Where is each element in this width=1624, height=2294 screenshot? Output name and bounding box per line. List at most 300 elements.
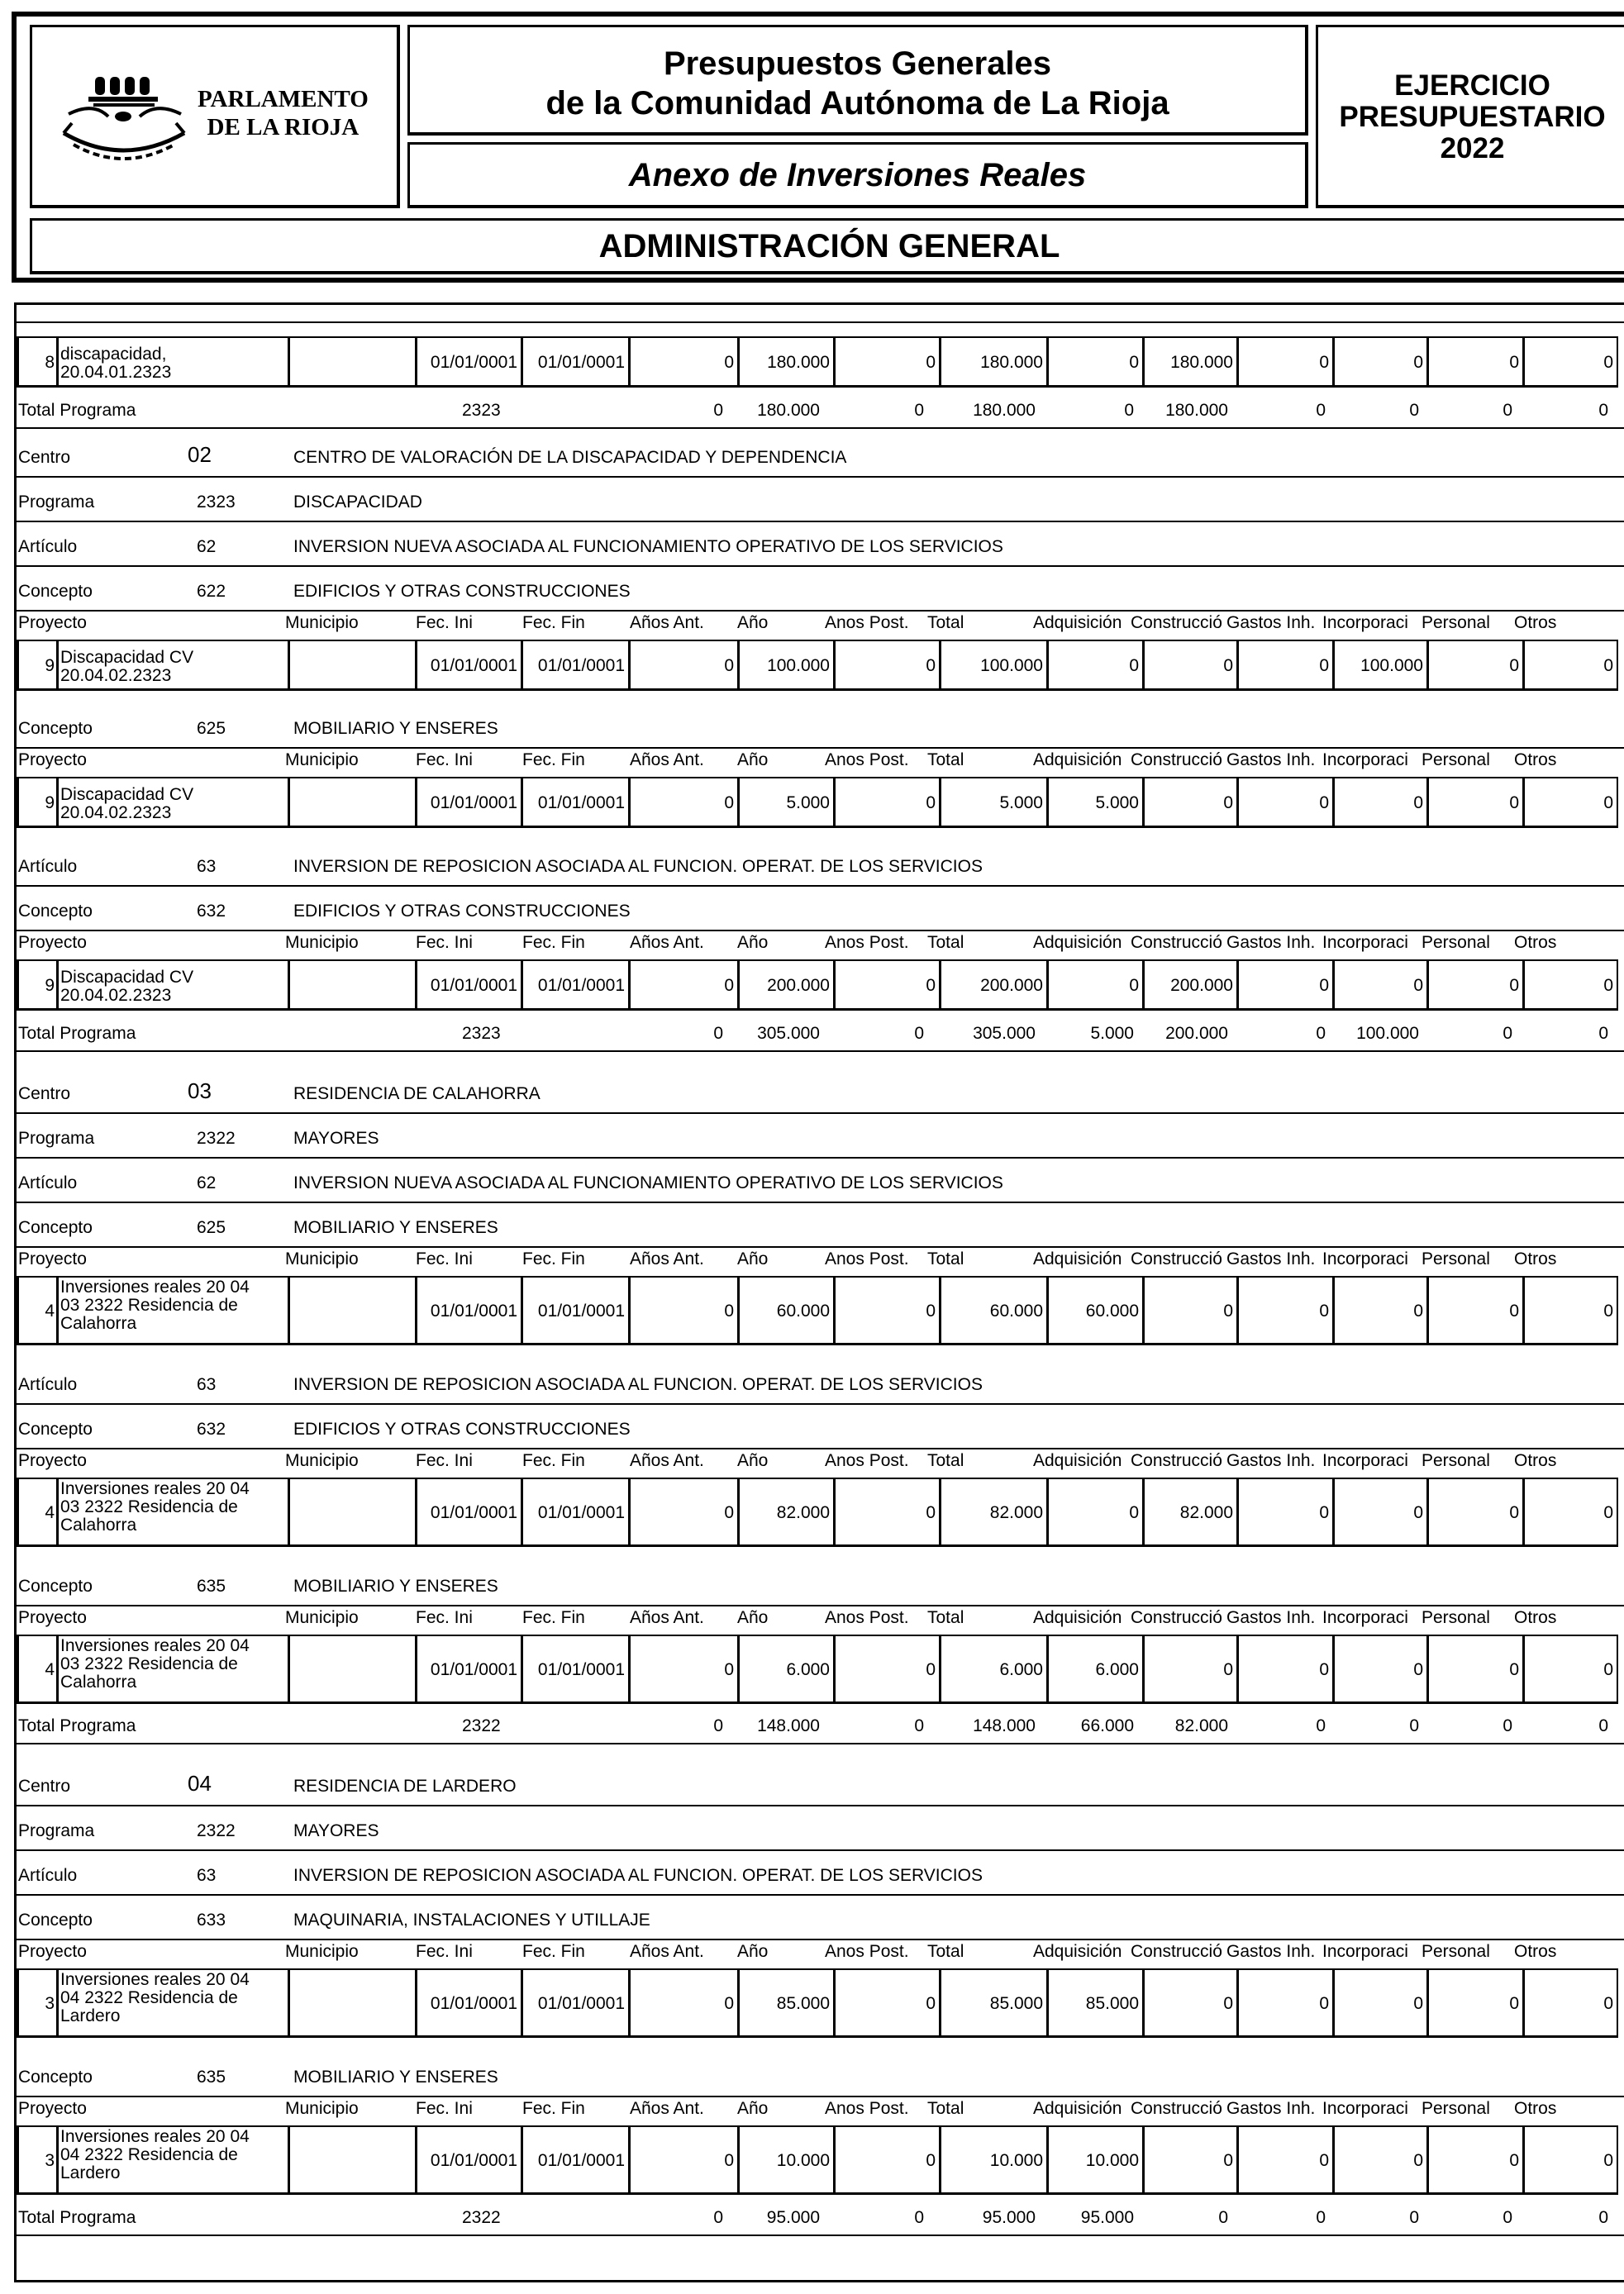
project-cell [833,777,941,828]
project-value: 82.000 [989,1503,1043,1522]
column-header: Anos Post. [825,1451,909,1470]
project-value: 6.000 [999,1660,1043,1679]
total-value: 0 [1503,401,1512,420]
total-program-code: 2322 [462,1716,501,1735]
row-rule [17,1743,1624,1744]
project-cell [1426,777,1524,828]
level-name: DISCAPACIDAD [293,493,422,512]
column-header: Fec. Ini [416,1608,473,1627]
project-cell [56,1968,289,2038]
project-description: Calahorra [60,1673,137,1692]
column-header: Personal [1422,1249,1490,1268]
project-value: 0 [1509,1994,1519,2013]
project-cell [1426,1276,1524,1345]
project-cell [939,1478,1048,1547]
project-cell [1332,1276,1428,1345]
level-label: Artículo [18,1173,78,1192]
title-line1: Presupuestos Generales [663,45,1052,82]
column-header: Construcció [1131,750,1222,769]
column-header: Fec. Fin [522,1608,585,1627]
column-header: Adquisición [1033,933,1122,952]
level-name: RESIDENCIA DE CALAHORRA [293,1084,541,1103]
column-header-row [17,1935,1624,1968]
logo-line1: PARLAMENTO [198,86,369,112]
project-value: 10.000 [989,2151,1043,2170]
total-value: 95.000 [1080,2208,1134,2227]
column-header: Personal [1422,933,1490,952]
project-cell [939,777,1048,828]
level-name: MOBILIARIO Y ENSERES [293,1218,498,1237]
column-header: Año [737,1451,769,1470]
project-cell [628,640,739,691]
column-header: Anos Post. [825,2099,909,2118]
level-row [17,704,1624,749]
total-value: 148.000 [973,1716,1036,1735]
project-cell [415,1968,522,2038]
column-header: Construcció [1131,1608,1222,1627]
project-value: 60.000 [1085,1302,1139,1321]
column-header: Gastos Inh. [1226,1942,1316,1961]
project-cell [1332,640,1428,691]
level-name: EDIFICIOS Y OTRAS CONSTRUCCIONES [293,582,631,601]
project-value: 01/01/0001 [537,2151,625,2170]
project-description: 03 2322 Residencia de [60,1296,238,1315]
project-cell [521,2125,630,2195]
project-description: Lardero [60,2163,121,2182]
project-value: 5.000 [1095,793,1139,812]
parliament-emblem-icon [60,69,193,168]
project-value: 100.000 [767,656,830,675]
project-cell [737,2125,835,2195]
level-name: MAYORES [293,1821,379,1840]
level-code: 63 [197,857,217,876]
project-cell [288,959,417,1011]
project-cell [1046,1635,1144,1704]
project-cell [17,336,58,388]
project-value: 01/01/0001 [537,1660,625,1679]
project-cell [628,336,739,388]
project-value: 0 [1603,976,1613,995]
project-value: 0 [1509,793,1519,812]
project-description: Discapacidad CV [60,968,194,987]
project-value: 0 [724,976,734,995]
project-row [17,336,1624,388]
project-cell [833,1276,941,1345]
project-cell [737,336,835,388]
level-code: 632 [197,902,226,921]
project-value: 85.000 [1085,1994,1139,2013]
column-header: Anos Post. [825,1249,909,1268]
project-value: 60.000 [989,1302,1043,1321]
level-name: CENTRO DE VALORACIÓN DE LA DISCAPACIDAD Y DEPENDENCIA [293,448,847,467]
project-value: 0 [1413,1994,1423,2013]
column-header: Municipio [285,750,359,769]
project-cell [415,336,522,388]
project-cell [628,1968,739,2038]
project-value: 01/01/0001 [430,1503,517,1522]
column-header: Fec. Ini [416,933,473,952]
project-value: 01/01/0001 [537,1503,625,1522]
project-value: 0 [1319,353,1329,372]
column-header-row [17,1243,1624,1276]
total-value: 82.000 [1174,1716,1228,1735]
project-cell [1046,336,1144,388]
column-header: Adquisición [1033,1451,1122,1470]
project-description: Discapacidad CV [60,785,194,804]
column-header-row [17,2092,1624,2125]
project-cell [1236,1478,1334,1547]
column-header: Municipio [285,933,359,952]
project-value: 0 [1129,1503,1139,1522]
column-header: Personal [1422,750,1490,769]
total-row [17,1710,1624,1743]
total-value: 0 [1218,2208,1228,2227]
level-name: MAYORES [293,1129,379,1148]
project-value: 200.000 [1170,976,1233,995]
project-cell [1236,1276,1334,1345]
project-cell [1522,959,1618,1011]
level-label: Concepto [18,2068,93,2087]
column-header: Construcció [1131,613,1222,632]
level-row [17,1069,1624,1114]
project-cell [1426,640,1524,691]
project-description: Inversiones reales 20 04 [60,2127,250,2146]
project-cell [833,640,941,691]
project-description: 04 2322 Residencia de [60,2145,238,2164]
project-cell [1236,1968,1334,2038]
level-label: Concepto [18,1218,93,1237]
project-number: 4 [45,1503,55,1522]
level-label: Concepto [18,902,93,921]
project-value: 0 [1603,656,1613,675]
level-row [17,478,1624,522]
project-cell [56,2125,289,2195]
total-value: 0 [1409,2208,1419,2227]
column-header: Incorporaci [1322,613,1408,632]
column-header: Incorporaci [1322,1608,1408,1627]
column-header: Personal [1422,2099,1490,2118]
total-value: 0 [1316,2208,1326,2227]
project-value: 01/01/0001 [430,976,517,995]
column-header: Proyecto [18,613,87,632]
project-cell [939,1635,1048,1704]
total-value: 180.000 [973,401,1036,420]
project-number: 4 [45,1302,55,1321]
level-code: 63 [197,1375,217,1394]
project-value: 0 [926,793,936,812]
project-row [17,1968,1624,2038]
column-header: Año [737,1608,769,1627]
project-number: 8 [45,353,55,372]
column-header: Total [927,2099,964,2118]
level-row [17,2053,1624,2097]
level-code: 63 [197,1866,217,1885]
project-cell [56,336,289,388]
project-cell [1046,777,1144,828]
total-value: 0 [1316,401,1326,420]
project-value: 0 [1319,656,1329,675]
project-cell [1426,336,1524,388]
total-value: 5.000 [1090,1024,1134,1043]
project-value: 82.000 [1179,1503,1233,1522]
level-row [17,842,1624,887]
project-cell [1236,1635,1334,1704]
column-header: Total [927,613,964,632]
project-value: 0 [1509,353,1519,372]
level-label: Centro [18,1777,71,1796]
column-header: Año [737,1942,769,1961]
project-cell [1522,1635,1618,1704]
project-cell [521,336,630,388]
project-cell [17,1968,58,2038]
total-value: 148.000 [757,1716,820,1735]
level-code: 622 [197,582,226,601]
total-value: 0 [1124,401,1134,420]
total-value: 0 [914,401,924,420]
level-row [17,567,1624,612]
project-cell [1236,640,1334,691]
project-description: Inversiones reales 20 04 [60,1479,250,1498]
project-value: 0 [724,1994,734,2013]
project-cell [939,640,1048,691]
project-cell [17,640,58,691]
project-value: 0 [926,1660,936,1679]
project-row [17,1635,1624,1704]
project-value: 0 [1223,1994,1233,2013]
level-row [17,522,1624,567]
project-cell [1522,2125,1618,2195]
level-row [17,1896,1624,1940]
project-value: 0 [1603,1503,1613,1522]
project-cell [1426,2125,1524,2195]
project-cell [939,959,1048,1011]
project-value: 85.000 [989,1994,1043,2013]
column-header-row [17,607,1624,640]
project-value: 0 [926,656,936,675]
project-value: 01/01/0001 [430,1994,517,2013]
total-value: 0 [1409,1716,1419,1735]
project-value: 0 [1413,1660,1423,1679]
level-code: 03 [188,1078,212,1103]
project-value: 01/01/0001 [537,1994,625,2013]
project-cell [521,1635,630,1704]
table-top-rule [17,321,1624,323]
ejercicio-year: 2022 [1440,132,1505,164]
column-header: Otros [1514,613,1557,632]
project-description: 04 2322 Residencia de [60,1988,238,2007]
project-cell [56,959,289,1011]
project-cell [415,1478,522,1547]
level-row [17,1762,1624,1806]
project-cell [1046,1968,1144,2038]
project-cell [1426,1635,1524,1704]
level-row [17,1159,1624,1203]
project-cell [628,1635,739,1704]
level-name: EDIFICIOS Y OTRAS CONSTRUCCIONES [293,1420,631,1439]
total-label: Total Programa [18,401,136,420]
project-cell [288,640,417,691]
total-row [17,394,1624,427]
column-header: Incorporaci [1322,1942,1408,1961]
total-value: 0 [1503,1024,1512,1043]
project-value: 10.000 [1085,2151,1139,2170]
ejercicio-line1: EJERCICIO [1394,69,1550,102]
project-cell [415,959,522,1011]
project-cell [521,777,630,828]
project-value: 0 [1603,1994,1613,2013]
project-value: 5.000 [786,793,830,812]
row-rule [17,427,1624,429]
level-label: Concepto [18,1420,93,1439]
project-cell [288,2125,417,2195]
logo-line2: DE LA RIOJA [207,114,360,140]
column-header: Proyecto [18,1942,87,1961]
total-value: 305.000 [757,1024,820,1043]
project-value: 0 [1509,656,1519,675]
project-cell [1142,1635,1238,1704]
column-header: Municipio [285,1942,359,1961]
column-header: Construcció [1131,1451,1222,1470]
project-cell [1236,959,1334,1011]
project-value: 0 [1509,1660,1519,1679]
project-value: 100.000 [1360,656,1423,675]
project-cell [56,1276,289,1345]
column-header: Adquisición [1033,1942,1122,1961]
column-header: Gastos Inh. [1226,750,1316,769]
level-code: 62 [197,1173,217,1192]
level-label: Artículo [18,537,78,556]
level-row [17,1806,1624,1851]
level-code: 2322 [197,1129,236,1148]
total-value: 0 [713,401,723,420]
project-description: Lardero [60,2006,121,2025]
column-header: Fec. Fin [522,933,585,952]
project-cell [56,777,289,828]
project-description: 20.04.02.2323 [60,803,172,822]
total-value: 0 [713,1024,723,1043]
project-number: 9 [45,656,55,675]
level-name: MOBILIARIO Y ENSERES [293,2068,498,2087]
project-value: 0 [1319,1503,1329,1522]
column-header: Gastos Inh. [1226,613,1316,632]
level-code: 62 [197,537,217,556]
project-value: 01/01/0001 [430,353,517,372]
column-header: Años Ant. [630,1608,704,1627]
column-header: Anos Post. [825,1942,909,1961]
project-cell [737,1276,835,1345]
project-value: 0 [724,793,734,812]
project-cell [1522,1968,1618,2038]
project-cell [628,959,739,1011]
project-value: 0 [724,1302,734,1321]
level-code: 625 [197,719,226,738]
total-value: 95.000 [982,2208,1036,2227]
project-row [17,640,1624,691]
column-header: Fec. Fin [522,1451,585,1470]
column-header: Total [927,1608,964,1627]
project-value: 0 [1413,1503,1423,1522]
project-cell [1426,1968,1524,2038]
project-cell [1142,1276,1238,1345]
project-row [17,777,1624,828]
level-label: Artículo [18,1866,78,1885]
project-value: 01/01/0001 [430,656,517,675]
project-value: 0 [1509,976,1519,995]
total-value: 0 [1409,401,1419,420]
project-value: 200.000 [980,976,1043,995]
level-row [17,1203,1624,1248]
project-row [17,2125,1624,2195]
column-header: Proyecto [18,1249,87,1268]
total-program-code: 2322 [462,2208,501,2227]
project-number: 3 [45,1994,55,2013]
fiscal-year-box [1316,25,1624,208]
project-row [17,1276,1624,1345]
column-header: Total [927,1942,964,1961]
project-cell [1522,1276,1618,1345]
project-cell [521,640,630,691]
column-header: Otros [1514,1942,1557,1961]
project-cell [1332,336,1428,388]
project-cell [628,1478,739,1547]
column-header: Personal [1422,1451,1490,1470]
project-value: 0 [1509,2151,1519,2170]
column-header: Fec. Fin [522,1249,585,1268]
project-value: 0 [1223,2151,1233,2170]
project-value: 0 [1603,1302,1613,1321]
project-value: 5.000 [999,793,1043,812]
project-cell [1046,640,1144,691]
column-header: Adquisición [1033,750,1122,769]
column-header: Gastos Inh. [1226,933,1316,952]
project-number: 4 [45,1660,55,1679]
project-cell [288,1478,417,1547]
column-header: Gastos Inh. [1226,1451,1316,1470]
project-description: Discapacidad CV [60,648,194,667]
column-header: Construcció [1131,1942,1222,1961]
project-number: 9 [45,793,55,812]
project-cell [56,1635,289,1704]
project-value: 180.000 [980,353,1043,372]
project-value: 100.000 [980,656,1043,675]
column-header: Gastos Inh. [1226,1608,1316,1627]
project-cell [1046,1276,1144,1345]
project-cell [17,959,58,1011]
project-value: 0 [926,2151,936,2170]
column-header: Construcció [1131,933,1222,952]
column-header: Construcció [1131,1249,1222,1268]
column-header: Municipio [285,1451,359,1470]
project-cell [737,1478,835,1547]
column-header: Total [927,1249,964,1268]
column-header: Años Ant. [630,613,704,632]
column-header: Fec. Ini [416,1942,473,1961]
level-row [17,1360,1624,1405]
column-header-row [17,1444,1624,1478]
column-header: Años Ant. [630,1451,704,1470]
level-row [17,1851,1624,1896]
project-value: 01/01/0001 [537,793,625,812]
column-header: Municipio [285,613,359,632]
total-value: 66.000 [1080,1716,1134,1735]
level-name: EDIFICIOS Y OTRAS CONSTRUCCIONES [293,902,631,921]
level-code: 635 [197,1577,226,1596]
column-header: Otros [1514,2099,1557,2118]
project-cell [628,1276,739,1345]
project-value: 6.000 [786,1660,830,1679]
project-cell [939,1276,1048,1345]
project-value: 180.000 [767,353,830,372]
